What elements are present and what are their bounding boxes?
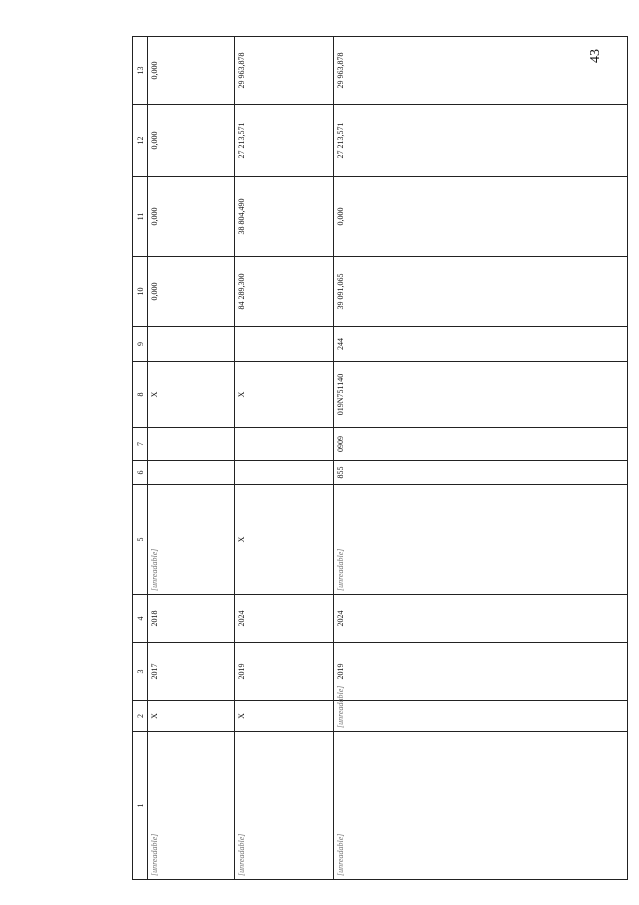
column-number: 7 [133, 428, 148, 461]
activity-name-cell: [unreadable] [334, 732, 628, 880]
code-cell [235, 428, 334, 461]
column-number: 9 [133, 327, 148, 362]
code-cell: 019N751140 [334, 362, 628, 428]
amount-cell: 29 963,878 [334, 37, 628, 105]
responsible-cell: X [148, 701, 235, 732]
amount-cell: 84 289,300 [235, 257, 334, 327]
code-cell: X [148, 362, 235, 428]
column-number: 8 [133, 362, 148, 428]
responsible-cell: [unreadable] [334, 701, 628, 732]
activity-name-cell: [unreadable] [148, 732, 235, 880]
amount-cell: 0,000 [334, 177, 628, 257]
column-number: 4 [133, 595, 148, 643]
activity-name-cell: [unreadable] [235, 732, 334, 880]
code-cell [148, 461, 235, 485]
column-number: 12 [133, 105, 148, 177]
page-number: 43 [588, 49, 603, 63]
code-cell: 855 [334, 461, 628, 485]
table-row [334, 37, 628, 880]
column-number: 10 [133, 257, 148, 327]
result-cell: [unreadable] [334, 485, 628, 595]
amount-cell: 39 091,065 [334, 257, 628, 327]
column-number: 6 [133, 461, 148, 485]
start-year-cell: 2017 [148, 643, 235, 701]
column-number: 5 [133, 485, 148, 595]
rotated-table-wrapper [132, 37, 628, 880]
column-number: 13 [133, 37, 148, 105]
amount-cell: 27 213,571 [334, 105, 628, 177]
column-number: 11 [133, 177, 148, 257]
code-cell: 0909 [334, 428, 628, 461]
amount-cell: 0,000 [148, 37, 235, 105]
end-year-cell: 2024 [334, 595, 628, 643]
start-year-cell: 2019 [334, 643, 628, 701]
result-cell: X [235, 485, 334, 595]
end-year-cell: 2024 [235, 595, 334, 643]
responsible-cell: X [235, 701, 334, 732]
amount-cell: 38 804,490 [235, 177, 334, 257]
code-cell [235, 461, 334, 485]
amount-cell: 0,000 [148, 257, 235, 327]
code-cell: X [235, 362, 334, 428]
amount-cell: 0,000 [148, 177, 235, 257]
code-cell [148, 428, 235, 461]
amount-cell: 29 963,878 [235, 37, 334, 105]
amount-cell: 0,000 [148, 105, 235, 177]
column-number: 1 [133, 732, 148, 880]
data-table [132, 36, 628, 880]
end-year-cell: 2018 [148, 595, 235, 643]
amount-cell: 27 213,571 [235, 105, 334, 177]
column-number: 3 [133, 643, 148, 701]
code-cell [235, 327, 334, 362]
result-cell: [unreadable] [148, 485, 235, 595]
table-row [148, 37, 235, 880]
column-number: 2 [133, 701, 148, 732]
start-year-cell: 2019 [235, 643, 334, 701]
column-number-row [133, 37, 148, 880]
code-cell: 244 [334, 327, 628, 362]
table-row [235, 37, 334, 880]
code-cell [148, 327, 235, 362]
